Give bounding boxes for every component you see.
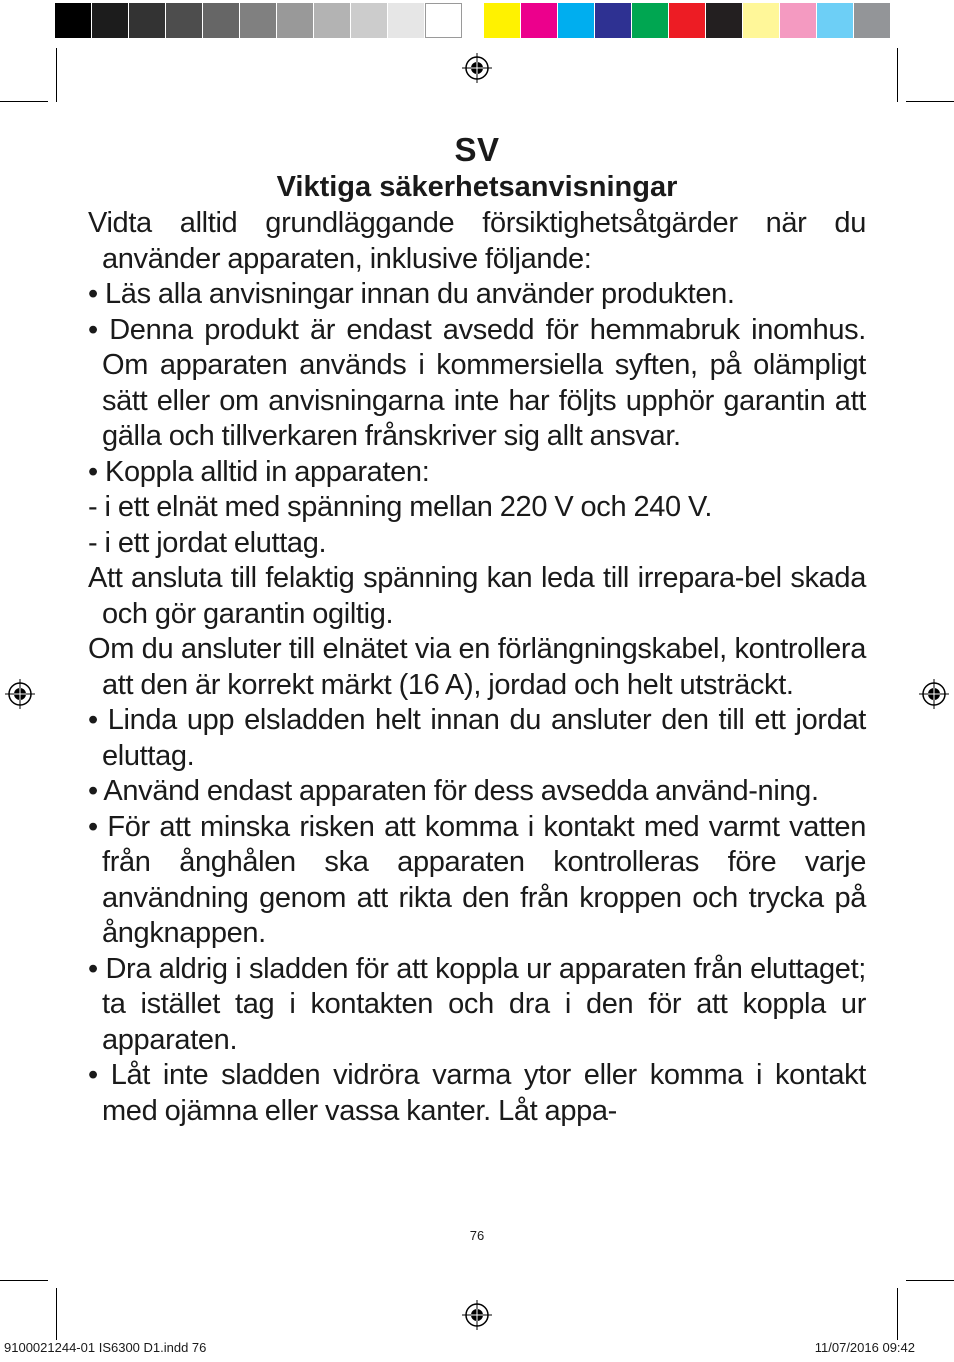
process-color-bar — [484, 3, 891, 38]
bullet-unwind-cord: • Linda upp elsladden helt innan du ansluter den till ett jordat eluttag. — [88, 704, 866, 772]
gray-swatch — [388, 3, 425, 38]
gray-swatch — [351, 3, 388, 38]
color-swatch — [521, 3, 558, 38]
crop-mark — [897, 48, 898, 102]
bullet-household-use: • Denna produkt är endast avsedd för hemmabruk inomhus. Om apparaten används i kommersiella syften, på olämpligt sätt eller om anvisningarna inte har följts upphör garantin att gälla och tillverkaren frånskriver sig allt ansvar. — [88, 313, 866, 452]
footer-filename: 9100021244-01 IS6300 D1.indd 76 — [4, 1340, 207, 1355]
gray-swatch — [129, 3, 166, 38]
color-swatch — [780, 3, 817, 38]
color-swatch — [595, 3, 632, 38]
crop-mark — [906, 101, 954, 102]
crop-mark — [0, 101, 48, 102]
registration-mark-icon — [5, 679, 35, 709]
paragraph-intro: Vidta alltid grundläggande försiktighetsåtgärder när du använder apparaten, inklusive följande: — [88, 207, 866, 275]
crop-mark — [0, 1280, 48, 1281]
dash-grounded-outlet: - i ett jordat eluttag. — [88, 526, 327, 559]
bullet-do-not-pull-cord: • Dra aldrig i sladden för att koppla ur apparaten från eluttaget; ta istället tag i kontakten och dra i den för att koppla ur apparaten. — [88, 952, 866, 1056]
gray-swatch — [203, 3, 240, 38]
registration-mark-icon — [462, 53, 492, 83]
footer-date: 11/07/2016 09:42 — [814, 1340, 915, 1355]
crop-mark — [56, 48, 57, 102]
page-number: 76 — [469, 1228, 485, 1243]
bullet-intended-use: • Använd endast apparaten för dess avsedda använd-ning. — [88, 775, 819, 807]
color-swatch — [632, 3, 669, 38]
grayscale-color-bar — [55, 3, 462, 38]
dash-voltage: - i ett elnät med spänning mellan 220 V och 240 V. — [88, 491, 713, 523]
color-swatch — [817, 3, 854, 38]
crop-mark — [897, 1288, 898, 1340]
gray-swatch — [166, 3, 203, 38]
color-swatch — [854, 3, 891, 38]
bullet-read-instructions: • Läs alla anvisningar innan du använder produkten. — [88, 278, 735, 310]
gray-swatch — [314, 3, 351, 38]
language-code: SV — [454, 131, 500, 168]
gray-swatch — [425, 3, 462, 38]
gray-swatch — [55, 3, 92, 38]
crop-mark — [906, 1280, 954, 1281]
bullet-hot-water-risk: • För att minska risken att komma i kontakt med varmt vatten från ånghålen ska apparaten kontrolleras före varje användning genom att rikta den från kroppen och trycka på ångknappen. — [88, 810, 866, 949]
bullet-cord-hot-surfaces: • Låt inte sladden vidröra varma ytor eller komma i kontakt med ojämna eller vassa kanter. Låt appa- — [88, 1059, 866, 1127]
color-swatch — [558, 3, 595, 38]
color-swatch — [743, 3, 780, 38]
color-swatch — [669, 3, 706, 38]
registration-mark-icon — [462, 1300, 492, 1330]
crop-mark — [56, 1288, 57, 1340]
color-swatch — [484, 3, 521, 38]
gray-swatch — [240, 3, 277, 38]
manual-page-content — [88, 130, 866, 1129]
registration-mark-icon — [919, 679, 949, 709]
bullet-connect-appliance: • Koppla alltid in apparaten: — [88, 455, 430, 488]
section-title: Viktiga säkerhetsanvisningar — [276, 171, 678, 203]
gray-swatch — [92, 3, 129, 38]
gray-swatch — [277, 3, 314, 38]
paragraph-wrong-voltage: Att ansluta till felaktig spänning kan leda till irrepara-bel skada och gör garantin ogiltig. — [88, 562, 866, 630]
color-swatch — [706, 3, 743, 38]
paragraph-extension-cable: Om du ansluter till elnätet via en förlängningskabel, kontrollera att den är korrekt märkt (16 A), jordad och helt utsträckt. — [88, 633, 866, 701]
